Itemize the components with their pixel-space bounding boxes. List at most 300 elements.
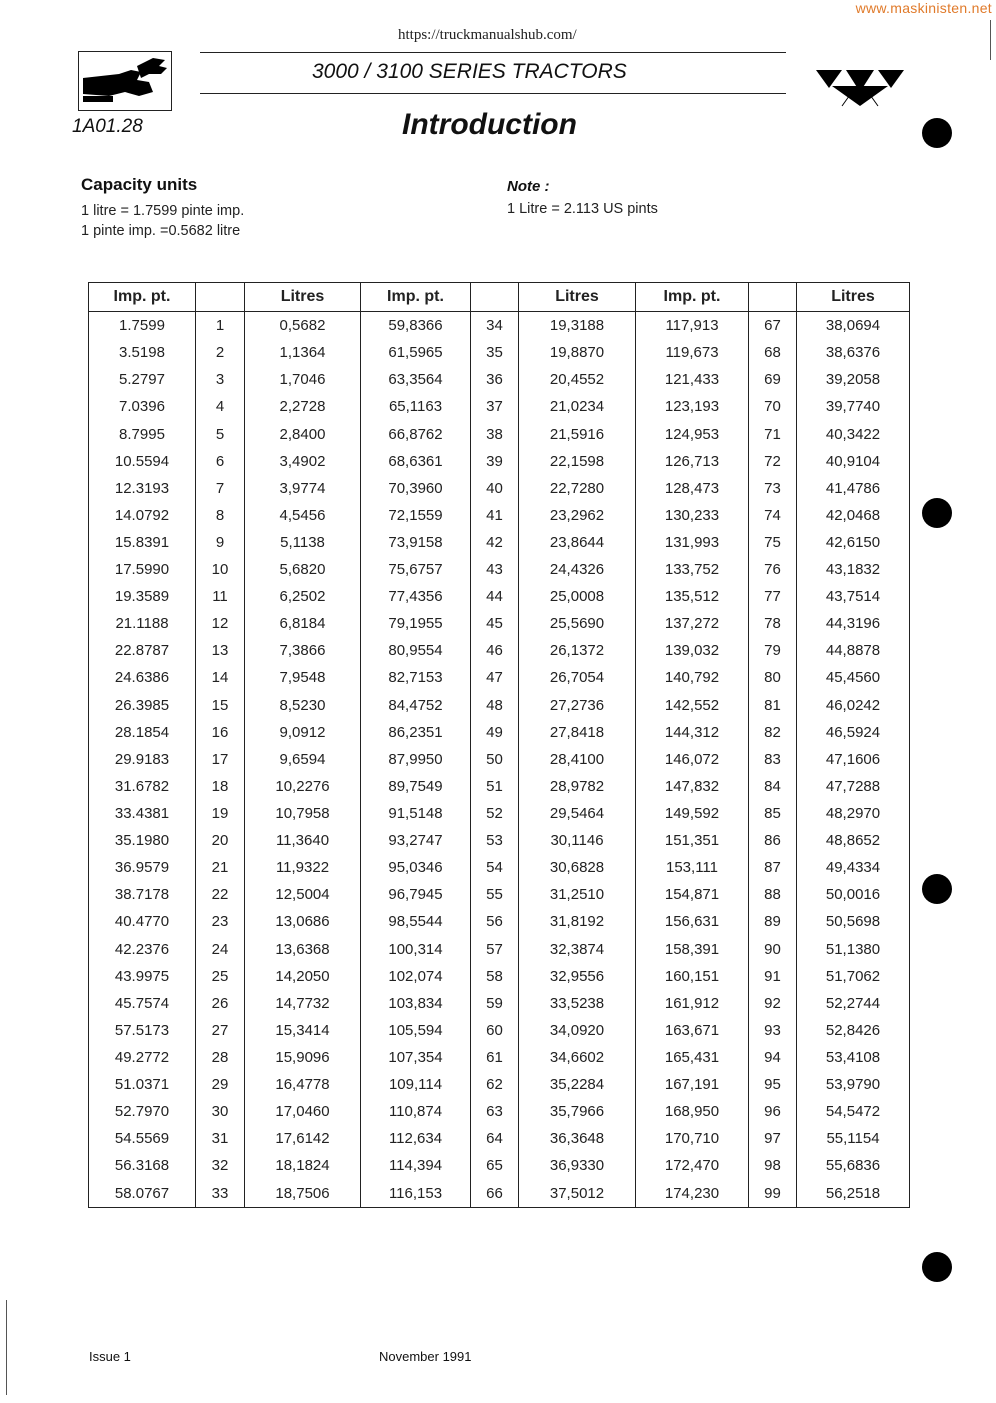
table-cell: 73,9158 [361,529,471,556]
table-cell: 56 [471,908,519,935]
table-cell: 26,7054 [519,664,636,691]
column-header: Imp. pt. [636,283,749,312]
table-cell: 13,0686 [245,908,361,935]
table-cell: 10,7958 [245,800,361,827]
table-cell: 153,111 [636,854,749,881]
table-row [89,692,910,719]
table-cell: 142,552 [636,692,749,719]
table-cell: 2,8400 [245,420,361,447]
table-cell: 172,470 [636,1152,749,1179]
table-row [89,475,910,502]
table-cell: 22,7280 [519,475,636,502]
table-cell: 71 [749,420,797,447]
table-cell: 35.1980 [89,827,196,854]
table-cell: 174,230 [636,1180,749,1208]
table-cell: 20 [196,827,245,854]
table-cell: 52 [471,800,519,827]
table-row [89,963,910,990]
table-cell: 72 [749,448,797,475]
table-cell: 73 [749,475,797,502]
table-cell: 58.0767 [89,1180,196,1208]
table-cell: 22 [196,881,245,908]
table-row [89,881,910,908]
table-cell: 55,1154 [797,1125,910,1152]
table-cell: 82,7153 [361,664,471,691]
table-cell: 154,871 [636,881,749,908]
table-cell: 21 [196,854,245,881]
table-cell: 5 [196,420,245,447]
table-cell: 29.9183 [89,746,196,773]
table-cell: 15 [196,692,245,719]
table-cell: 59,8366 [361,312,471,340]
table-cell: 41 [471,502,519,529]
watermark-link[interactable]: www.maskinisten.net [855,0,992,16]
table-cell: 130,233 [636,502,749,529]
table-row [89,339,910,366]
table-row [89,312,910,340]
table-cell: 30 [196,1098,245,1125]
table-cell: 117,913 [636,312,749,340]
table-cell: 50,0016 [797,881,910,908]
table-cell: 28,4100 [519,746,636,773]
table-cell: 38 [471,420,519,447]
table-cell: 26 [196,990,245,1017]
table-cell: 140,792 [636,664,749,691]
table-cell: 19.3589 [89,583,196,610]
source-url: https://truckmanualshub.com/ [398,27,577,43]
table-cell: 13,6368 [245,936,361,963]
table-cell: 14.0792 [89,502,196,529]
table-cell: 19,3188 [519,312,636,340]
column-header [196,283,245,312]
table-cell: 0,5682 [245,312,361,340]
header-top-rule [200,52,786,53]
table-cell: 168,950 [636,1098,749,1125]
table-cell: 87 [749,854,797,881]
table-cell: 60 [471,1017,519,1044]
table-cell: 51 [471,773,519,800]
table-cell: 69 [749,366,797,393]
table-cell: 20,4552 [519,366,636,393]
table-cell: 77 [749,583,797,610]
table-cell: 37,5012 [519,1180,636,1208]
table-row [89,1125,910,1152]
table-cell: 80 [749,664,797,691]
table-cell: 42,6150 [797,529,910,556]
table-cell: 45,4560 [797,664,910,691]
table-cell: 43,1832 [797,556,910,583]
table-cell: 27,2736 [519,692,636,719]
table-cell: 83 [749,746,797,773]
table-row [89,1017,910,1044]
table-cell: 7,3866 [245,637,361,664]
table-cell: 51,7062 [797,963,910,990]
table-cell: 34,0920 [519,1017,636,1044]
table-cell: 110,874 [361,1098,471,1125]
table-cell: 48,8652 [797,827,910,854]
table-cell: 17,0460 [245,1098,361,1125]
table-cell: 16,4778 [245,1071,361,1098]
table-cell: 32 [196,1152,245,1179]
table-cell: 161,912 [636,990,749,1017]
table-row [89,1044,910,1071]
table-row [89,664,910,691]
table-cell: 26.3985 [89,692,196,719]
table-cell: 156,631 [636,908,749,935]
table-cell: 42,0468 [797,502,910,529]
table-cell: 58 [471,963,519,990]
table-cell: 1.7599 [89,312,196,340]
table-cell: 165,431 [636,1044,749,1071]
table-cell: 91 [749,963,797,990]
table-row [89,366,910,393]
table-cell: 51,1380 [797,936,910,963]
capacity-line-1: 1 litre = 1.7599 pinte imp. [81,203,245,219]
table-cell: 35,2284 [519,1071,636,1098]
table-cell: 105,594 [361,1017,471,1044]
table-cell: 18 [196,773,245,800]
table-cell: 36,9330 [519,1152,636,1179]
table-cell: 17.5990 [89,556,196,583]
table-cell: 53 [471,827,519,854]
table-cell: 66 [471,1180,519,1208]
table-cell: 44,8878 [797,637,910,664]
wrench-hand-icon [79,52,171,110]
table-cell: 31 [196,1125,245,1152]
table-cell: 30,6828 [519,854,636,881]
table-cell: 36 [471,366,519,393]
table-cell: 2,2728 [245,393,361,420]
table-cell: 10.5594 [89,448,196,475]
table-cell: 52.7970 [89,1098,196,1125]
table-cell: 133,752 [636,556,749,583]
table-cell: 86 [749,827,797,854]
table-row [89,936,910,963]
table-cell: 98,5544 [361,908,471,935]
table-cell: 2 [196,339,245,366]
table-cell: 89 [749,908,797,935]
table-cell: 27 [196,1017,245,1044]
table-cell: 99 [749,1180,797,1208]
table-cell: 59 [471,990,519,1017]
table-cell: 42.2376 [89,936,196,963]
table-cell: 126,713 [636,448,749,475]
table-cell: 19,8870 [519,339,636,366]
table-cell: 18,7506 [245,1180,361,1208]
table-cell: 9,0912 [245,719,361,746]
table-cell: 8.7995 [89,420,196,447]
table-cell: 79 [749,637,797,664]
table-cell: 95 [749,1071,797,1098]
table-cell: 54.5569 [89,1125,196,1152]
table-row [89,827,910,854]
table-cell: 7.0396 [89,393,196,420]
table-row [89,908,910,935]
column-header: Imp. pt. [361,283,471,312]
table-cell: 114,394 [361,1152,471,1179]
table-row [89,637,910,664]
table-cell: 3,9774 [245,475,361,502]
table-row [89,1180,910,1208]
table-cell: 38,0694 [797,312,910,340]
table-cell: 61,5965 [361,339,471,366]
table-cell: 93,2747 [361,827,471,854]
table-cell: 119,673 [636,339,749,366]
table-cell: 170,710 [636,1125,749,1152]
table-cell: 65 [471,1152,519,1179]
table-cell: 17,6142 [245,1125,361,1152]
table-cell: 151,351 [636,827,749,854]
table-cell: 50,5698 [797,908,910,935]
table-cell: 25 [196,963,245,990]
table-cell: 79,1955 [361,610,471,637]
table-cell: 123,193 [636,393,749,420]
column-header [471,283,519,312]
table-cell: 92 [749,990,797,1017]
table-cell: 70,3960 [361,475,471,502]
table-cell: 43.9975 [89,963,196,990]
table-cell: 3,4902 [245,448,361,475]
table-header-row [89,283,910,312]
table-cell: 28.1854 [89,719,196,746]
table-cell: 12 [196,610,245,637]
table-cell: 75 [749,529,797,556]
table-cell: 12.3193 [89,475,196,502]
column-header [749,283,797,312]
table-cell: 144,312 [636,719,749,746]
table-cell: 63,3564 [361,366,471,393]
header-bottom-rule [200,93,786,94]
table-cell: 32,9556 [519,963,636,990]
issue-label: Issue 1 [89,1349,131,1364]
capacity-units-heading: Capacity units [81,175,198,194]
table-cell: 77,4356 [361,583,471,610]
table-cell: 82 [749,719,797,746]
table-cell: 54 [471,854,519,881]
table-cell: 57 [471,936,519,963]
table-cell: 34,6602 [519,1044,636,1071]
note-heading: Note : [507,178,550,195]
table-cell: 102,074 [361,963,471,990]
table-cell: 40 [471,475,519,502]
issue-date: November 1991 [379,1349,472,1364]
table-cell: 6 [196,448,245,475]
table-row [89,448,910,475]
table-cell: 88 [749,881,797,908]
table-cell: 5,6820 [245,556,361,583]
table-cell: 137,272 [636,610,749,637]
table-cell: 7 [196,475,245,502]
table-cell: 66,8762 [361,420,471,447]
table-cell: 84 [749,773,797,800]
table-cell: 48 [471,692,519,719]
table-cell: 18,1824 [245,1152,361,1179]
table-cell: 31,2510 [519,881,636,908]
table-cell: 32,3874 [519,936,636,963]
table-cell: 40,3422 [797,420,910,447]
table-cell: 68 [749,339,797,366]
table-cell: 160,151 [636,963,749,990]
table-cell: 90 [749,936,797,963]
table-cell: 47,7288 [797,773,910,800]
table-cell: 6,2502 [245,583,361,610]
table-cell: 6,8184 [245,610,361,637]
table-cell: 63 [471,1098,519,1125]
scan-edge-mark [990,20,991,60]
table-cell: 61 [471,1044,519,1071]
table-cell: 40.4770 [89,908,196,935]
table-cell: 33.4381 [89,800,196,827]
table-cell: 46 [471,637,519,664]
column-header: Litres [245,283,361,312]
table-cell: 4,5456 [245,502,361,529]
table-cell: 53,4108 [797,1044,910,1071]
table-cell: 51.0371 [89,1071,196,1098]
table-cell: 76 [749,556,797,583]
table-row [89,719,910,746]
table-cell: 39,2058 [797,366,910,393]
table-row [89,556,910,583]
table-row [89,610,910,637]
table-cell: 31.6782 [89,773,196,800]
table-cell: 55,6836 [797,1152,910,1179]
table-cell: 39,7740 [797,393,910,420]
table-cell: 147,832 [636,773,749,800]
table-cell: 84,4752 [361,692,471,719]
table-cell: 29,5464 [519,800,636,827]
table-cell: 44 [471,583,519,610]
table-cell: 14,7732 [245,990,361,1017]
table-cell: 135,512 [636,583,749,610]
table-cell: 45 [471,610,519,637]
table-cell: 28 [196,1044,245,1071]
table-row [89,583,910,610]
table-row [89,502,910,529]
table-row [89,393,910,420]
table-cell: 124,953 [636,420,749,447]
table-row [89,420,910,447]
table-cell: 64 [471,1125,519,1152]
table-cell: 9 [196,529,245,556]
table-cell: 109,114 [361,1071,471,1098]
table-cell: 33,5238 [519,990,636,1017]
column-header: Litres [519,283,636,312]
table-cell: 36,3648 [519,1125,636,1152]
table-cell: 33 [196,1180,245,1208]
table-cell: 10,2276 [245,773,361,800]
table-cell: 37 [471,393,519,420]
table-cell: 23,8644 [519,529,636,556]
table-row [89,990,910,1017]
table-cell: 28,9782 [519,773,636,800]
table-cell: 97 [749,1125,797,1152]
table-cell: 86,2351 [361,719,471,746]
table-cell: 91,5148 [361,800,471,827]
table-cell: 38.7178 [89,881,196,908]
table-cell: 1 [196,312,245,340]
table-cell: 41,4786 [797,475,910,502]
wrench-hand-logo [78,51,172,111]
table-cell: 1,1364 [245,339,361,366]
punch-hole-dot [922,498,952,528]
table-cell: 47,1606 [797,746,910,773]
table-cell: 163,671 [636,1017,749,1044]
table-cell: 15,9096 [245,1044,361,1071]
table-cell: 43,7514 [797,583,910,610]
table-row [89,1098,910,1125]
table-cell: 42 [471,529,519,556]
table-cell: 16 [196,719,245,746]
table-cell: 39 [471,448,519,475]
table-cell: 107,354 [361,1044,471,1071]
table-cell: 3 [196,366,245,393]
table-cell: 11,3640 [245,827,361,854]
table-cell: 45.7574 [89,990,196,1017]
table-cell: 93 [749,1017,797,1044]
table-cell: 70 [749,393,797,420]
table-cell: 40,9104 [797,448,910,475]
table-cell: 80,9554 [361,637,471,664]
table-cell: 43 [471,556,519,583]
table-cell: 12,5004 [245,881,361,908]
punch-hole-dot [922,118,952,148]
table-cell: 35 [471,339,519,366]
table-cell: 9,6594 [245,746,361,773]
table-cell: 25,0008 [519,583,636,610]
table-row [89,854,910,881]
table-cell: 68,6361 [361,448,471,475]
triple-triangle-logo [812,62,908,115]
table-cell: 8 [196,502,245,529]
punch-hole-dot [922,874,952,904]
table-row [89,773,910,800]
table-cell: 72,1559 [361,502,471,529]
table-cell: 49,4334 [797,854,910,881]
page-title: Introduction [402,108,577,141]
table-cell: 35,7966 [519,1098,636,1125]
table-row [89,800,910,827]
table-row [89,529,910,556]
table-cell: 38,6376 [797,339,910,366]
table-cell: 5,1138 [245,529,361,556]
table-cell: 27,8418 [519,719,636,746]
table-cell: 94 [749,1044,797,1071]
table-cell: 81 [749,692,797,719]
table-cell: 47 [471,664,519,691]
table-cell: 17 [196,746,245,773]
table-cell: 31,8192 [519,908,636,935]
column-header: Imp. pt. [89,283,196,312]
table-cell: 57.5173 [89,1017,196,1044]
table-cell: 54,5472 [797,1098,910,1125]
table-cell: 95,0346 [361,854,471,881]
table-cell: 67 [749,312,797,340]
table-cell: 53,9790 [797,1071,910,1098]
table-cell: 96 [749,1098,797,1125]
table-cell: 21.1188 [89,610,196,637]
document-code: 1A01.28 [72,116,143,137]
table-cell: 85 [749,800,797,827]
table-cell: 34 [471,312,519,340]
table-cell: 100,314 [361,936,471,963]
table-cell: 1,7046 [245,366,361,393]
table-cell: 24,4326 [519,556,636,583]
table-cell: 146,072 [636,746,749,773]
table-cell: 5.2797 [89,366,196,393]
table-row [89,1152,910,1179]
note-text: 1 Litre = 2.113 US pints [507,201,658,217]
table-cell: 103,834 [361,990,471,1017]
